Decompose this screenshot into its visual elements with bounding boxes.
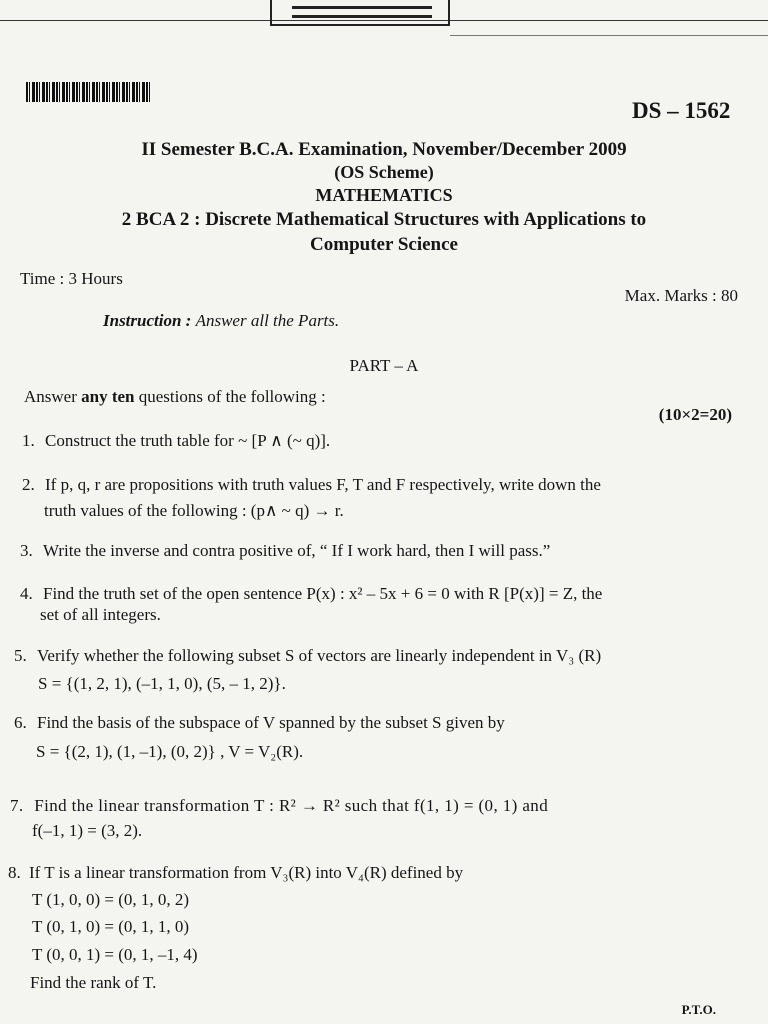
question-7: 7. Find the linear transformation T : R² → R² such that f(1, 1) = (0, 1) and [10, 796, 549, 815]
question-5: 5. Verify whether the following subset S of vectors are linearly independent in V₃ (R) [14, 646, 602, 665]
question-5-cont: S = {(1, 2, 1), (–1, 1, 0), (5, – 1, 2)}. [38, 674, 286, 693]
question-8-line-3: T (0, 1, 0) = (0, 1, 1, 0) [32, 917, 190, 936]
question-8-line-4: T (0, 0, 1) = (0, 1, –1, 4) [32, 945, 198, 964]
exam-code: DS – 1562 [632, 98, 731, 123]
question-3: 3. Write the inverse and contra positive of, “ If I work hard, then I will pass.” [20, 541, 551, 560]
answer-instruction: Answer any ten questions of the following : [24, 387, 326, 406]
time: Time : 3 Hours [20, 269, 123, 288]
instruction [103, 310, 339, 332]
instruction-label: Instruction : [103, 311, 192, 330]
question-8: 8. If T is a linear transformation from V₃(R) into V₄(R) defined by [8, 863, 464, 882]
question-8-line-5: Find the rank of T. [30, 973, 157, 992]
question-4-cont: set of all integers. [40, 605, 161, 624]
max-marks: Max. Marks : 80 [624, 286, 738, 305]
paper-title: 2 BCA 2 : Discrete Mathematical Structures with Applications to [121, 209, 647, 230]
question-6: 6. Find the basis of the subspace of V spanned by the subset S given by [14, 713, 505, 732]
exam-title: II Semester B.C.A. Examination, November/December 2009 [141, 139, 627, 160]
barcode [26, 82, 152, 102]
subject: MATHEMATICS [315, 185, 453, 205]
top-rule-right [450, 35, 768, 36]
question-7-cont: f(–1, 1) = (3, 2). [32, 821, 143, 840]
question-2: 2. If p, q, r are propositions with truth values F, T and F respectively, write down the [22, 475, 601, 494]
paper-title-cont: Computer Science [310, 234, 458, 255]
marks-scheme: (10×2=20) [658, 405, 732, 424]
part-heading: PART – A [349, 356, 419, 375]
question-8-line-2: T (1, 0, 0) = (0, 1, 0, 2) [32, 890, 190, 909]
question-6-cont: S = {(2, 1), (1, –1), (0, 2)} , V = V₂(R). [36, 742, 304, 761]
question-2-cont: truth values of the following : (p∧ ~ q) → r. [44, 501, 344, 520]
page-stamp [270, 0, 450, 26]
scheme: (OS Scheme) [334, 162, 434, 182]
page-turn-note: P.T.O. [681, 1002, 716, 1017]
question-4: 4. Find the truth set of the open sentence P(x) : x² – 5x + 6 = 0 with R [P(x)] = Z, the [20, 584, 603, 603]
question-1: 1. Construct the truth table for ~ [P ∧ (~ q)]. [22, 431, 331, 450]
instruction-text: Answer all the Parts. [195, 311, 340, 330]
